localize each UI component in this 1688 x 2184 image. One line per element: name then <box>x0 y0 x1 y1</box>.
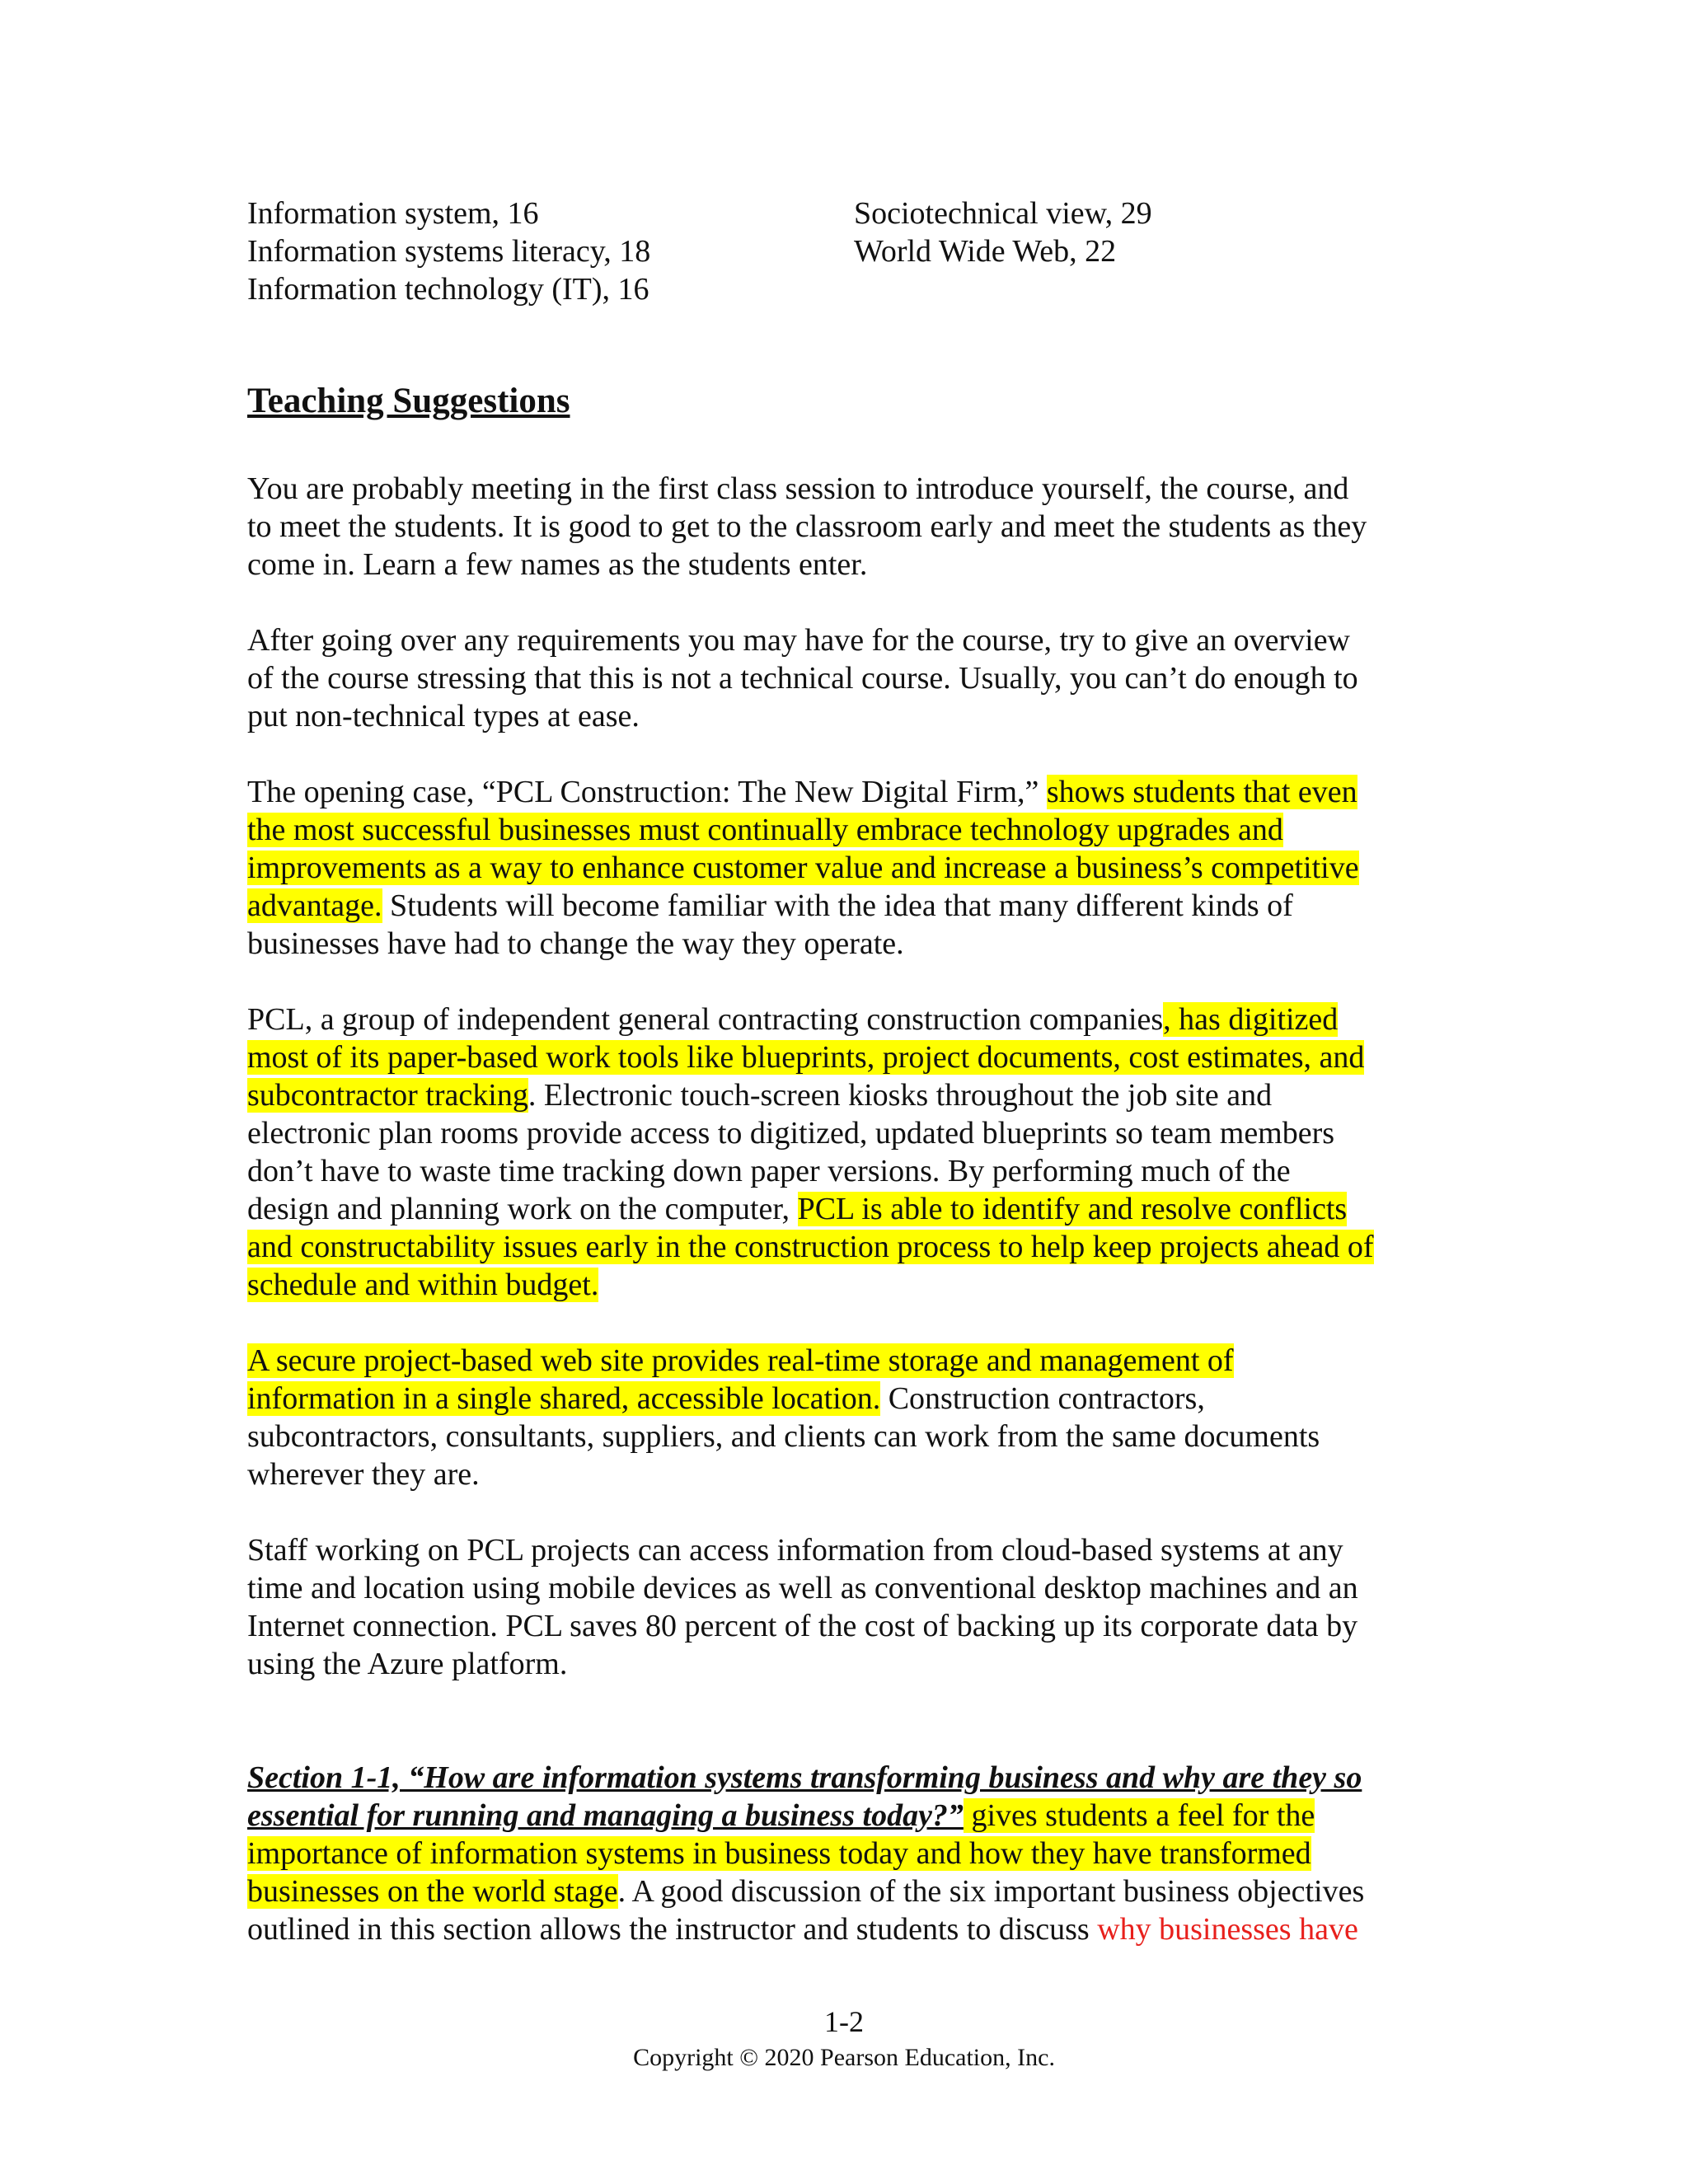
text-line <box>247 1038 1451 1076</box>
text-line: businesses on the world stage. A good discussion of the six important business objectives <box>247 1874 1365 1909</box>
paragraph-opening-case <box>247 773 1451 963</box>
text-line <box>247 811 1451 849</box>
text-line: PCL, a group of independent general contracting construction companies, has digitized <box>247 1002 1339 1037</box>
paragraph-section-1-1 <box>247 1759 1451 1948</box>
glossary-term: Information systems literacy, 18 <box>247 234 651 269</box>
text-line: The opening case, “PCL Construction: The New Digital Firm,” shows students that even <box>247 775 1357 809</box>
text-line: wherever they are. <box>247 1457 480 1492</box>
section-reference: essential for running and managing a business today?” <box>247 1798 964 1833</box>
paragraph-web-site <box>247 1342 1451 1493</box>
glossary-term: Information system, 16 <box>247 196 539 231</box>
highlighted-text: schedule and within budget. <box>247 1268 599 1302</box>
text-line: to meet the students. It is good to get to the classroom early and meet the students as they <box>247 509 1367 544</box>
highlighted-text: gives students a feel for the <box>963 1798 1315 1833</box>
text-line: advantage. Students will become familiar with the idea that many different kinds of <box>247 888 1293 923</box>
text-line: You are probably meeting in the first class session to introduce yourself, the course, and <box>247 471 1349 506</box>
text-line: information in a single shared, accessible location. Construction contractors, <box>247 1381 1205 1416</box>
glossary-term: Information technology (IT), 16 <box>247 272 649 307</box>
highlighted-text: importance of information systems in business today and how they have transformed <box>247 1836 1311 1871</box>
highlighted-text: advantage. <box>247 888 382 923</box>
text-line: of the course stressing that this is not a technical course. Usually, you can’t do enough to <box>247 661 1358 696</box>
text-line <box>247 1266 1451 1304</box>
text-line <box>247 1797 1451 1835</box>
highlighted-text: most of its paper-based work tools like blueprints, project documents, cost estimates, and <box>247 1040 1365 1075</box>
text-line <box>247 1228 1451 1266</box>
text-line: outlined in this section allows the instructor and students to discuss why businesses have <box>247 1912 1358 1947</box>
highlighted-text: the most successful businesses must continually embrace technology upgrades and <box>247 813 1283 847</box>
highlighted-text: , has digitized <box>1163 1002 1339 1037</box>
text-line: electronic plan rooms provide access to digitized, updated blueprints so team members <box>247 1116 1335 1151</box>
highlighted-text: PCL is able to identify and resolve conflicts <box>797 1192 1348 1226</box>
paragraph-overview <box>247 621 1451 735</box>
glossary <box>247 194 1451 343</box>
paragraph-intro <box>247 470 1451 583</box>
glossary-left-column <box>247 194 650 308</box>
glossary-term: Sociotechnical view, 29 <box>854 196 1152 231</box>
highlighted-text: businesses on the world stage <box>247 1874 618 1909</box>
highlighted-text: improvements as a way to enhance customer value and increase a business’s competitive <box>247 851 1359 885</box>
text-line <box>247 1835 1451 1872</box>
text-line: design and planning work on the computer, PCL is able to identify and resolve conflicts <box>247 1192 1348 1226</box>
text-line: businesses have had to change the way they operate. <box>247 926 904 961</box>
section-reference: Section 1-1, “How are information systems transforming business and why are they so <box>247 1760 1362 1795</box>
text-line: After going over any requirements you may have for the course, try to give an overview <box>247 623 1350 658</box>
glossary-term: World Wide Web, 22 <box>854 234 1117 269</box>
glossary-right-column <box>854 194 1152 270</box>
highlighted-text: information in a single shared, accessible location. <box>247 1381 881 1416</box>
text-line: subcontractors, consultants, suppliers, and clients can work from the same documents <box>247 1419 1320 1454</box>
text-line: Internet connection. PCL saves 80 percent of the cost of backing up its corporate data by <box>247 1609 1358 1643</box>
text-line: time and location using mobile devices as well as conventional desktop machines and an <box>247 1571 1358 1605</box>
highlighted-text: shows students that even <box>1046 775 1357 809</box>
text-line: Staff working on PCL projects can access information from cloud-based systems at any <box>247 1533 1343 1568</box>
text-line <box>247 849 1451 887</box>
highlighted-text: and constructability issues early in the construction process to help keep projects ahead of <box>247 1230 1374 1264</box>
text-line: put non-technical types at ease. <box>247 699 640 733</box>
highlighted-text: subcontractor tracking <box>247 1078 528 1113</box>
text-line <box>247 1759 1451 1797</box>
red-text: why businesses have <box>1097 1912 1358 1947</box>
paragraph-cloud <box>247 1531 1451 1683</box>
text-line: come in. Learn a few names as the students enter. <box>247 547 868 582</box>
highlighted-text: A secure project-based web site provides real-time storage and management of <box>247 1343 1234 1378</box>
section-heading: Teaching Suggestions <box>247 382 570 420</box>
page-number: 1-2 <box>824 2005 864 2038</box>
text-line <box>247 1342 1451 1380</box>
paragraph-pcl-digitized <box>247 1001 1451 1304</box>
copyright-notice: Copyright © 2020 Pearson Education, Inc. <box>633 2044 1055 2071</box>
text-line: using the Azure platform. <box>247 1647 568 1681</box>
text-line: subcontractor tracking. Electronic touch-screen kiosks throughout the job site and <box>247 1078 1273 1113</box>
text-line: don’t have to waste time tracking down paper versions. By performing much of the <box>247 1154 1291 1188</box>
